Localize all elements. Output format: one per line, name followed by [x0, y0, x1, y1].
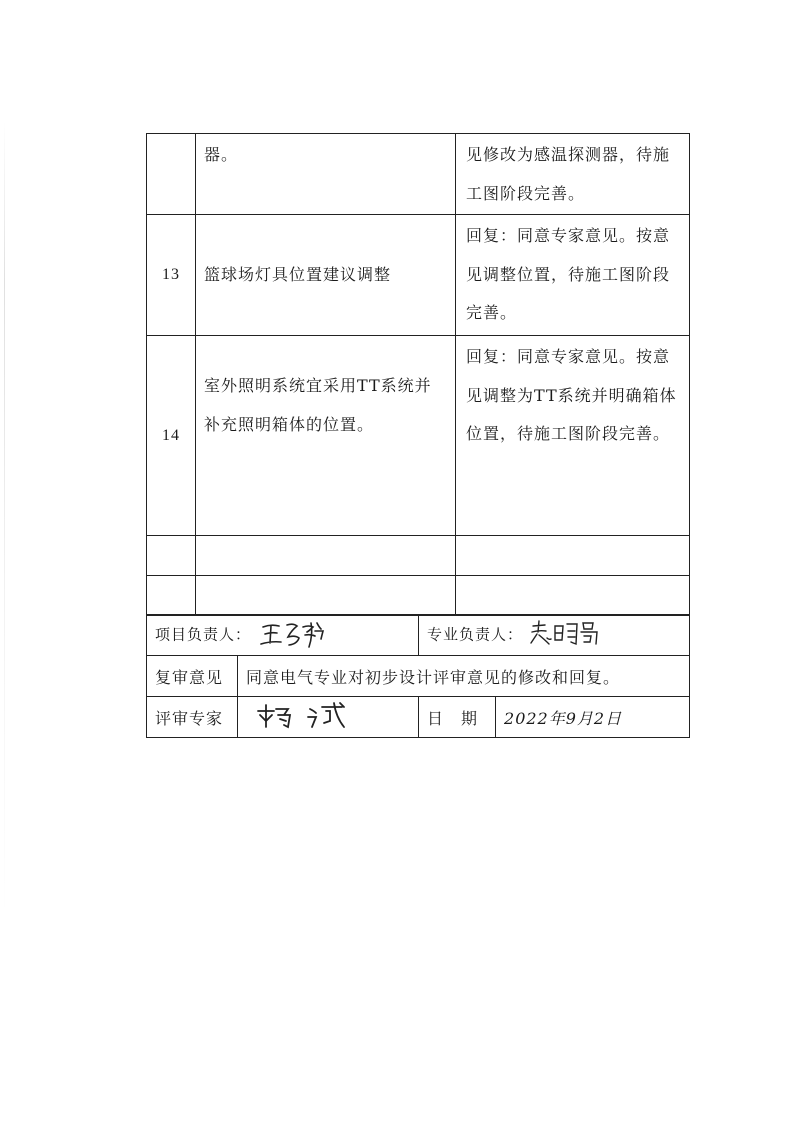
reply-cell	[456, 536, 690, 576]
issue-cell	[196, 336, 456, 536]
row-number	[147, 536, 196, 576]
date-label: 日 期	[419, 697, 496, 738]
table-row	[147, 215, 690, 336]
issue-text: 篮球场灯具位置建议调整	[204, 264, 392, 284]
row-number	[147, 134, 196, 215]
table-row	[147, 576, 690, 616]
reply-text: 回复：同意专家意见。按意见调整为TT系统并明确箱体位置，待施工图阶段完善。	[466, 347, 677, 443]
issue-text: 器。	[204, 145, 239, 164]
recheck-text: 同意电气专业对初步设计评审意见的修改和回复。	[238, 656, 690, 697]
table-row	[147, 536, 690, 576]
reply-cell	[456, 215, 690, 336]
expert-signature	[246, 699, 356, 735]
date-value: 2022年9月2日	[496, 697, 690, 738]
project-lead-cell	[147, 615, 419, 656]
issue-cell	[196, 215, 456, 336]
signoff-row-expert	[147, 697, 690, 738]
issue-cell	[196, 536, 456, 576]
signoff-table	[146, 614, 690, 738]
discipline-lead-signature	[529, 618, 609, 652]
issue-text: 室外照明系统宜采用TT系统并补充照明箱体的位置。	[204, 376, 432, 434]
reply-text: 见修改为感温探测器，待施工图阶段完善。	[466, 145, 671, 203]
issue-cell	[196, 576, 456, 616]
reply-cell	[456, 336, 690, 536]
signoff-row-recheck	[147, 656, 690, 697]
row-number: 13	[147, 215, 196, 336]
scan-edge-shadow	[4, 120, 5, 920]
review-comments-table	[146, 133, 690, 616]
reply-text: 回复：同意专家意见。按意见调整位置，待施工图阶段完善。	[466, 226, 671, 323]
signoff-row-leads	[147, 615, 690, 656]
table-row	[147, 134, 690, 215]
expert-signature-cell	[238, 697, 419, 738]
discipline-lead-label: 专业负责人：	[427, 625, 524, 644]
issue-cell	[196, 134, 456, 215]
reply-cell	[456, 134, 690, 215]
project-lead-signature	[257, 617, 347, 653]
row-number: 14	[147, 336, 196, 536]
reply-cell	[456, 576, 690, 616]
expert-label: 评审专家	[147, 697, 238, 738]
project-lead-label: 项目负责人：	[155, 625, 252, 644]
recheck-label: 复审意见	[147, 656, 238, 697]
table-row	[147, 336, 690, 536]
discipline-lead-cell	[419, 615, 690, 656]
row-number	[147, 576, 196, 616]
